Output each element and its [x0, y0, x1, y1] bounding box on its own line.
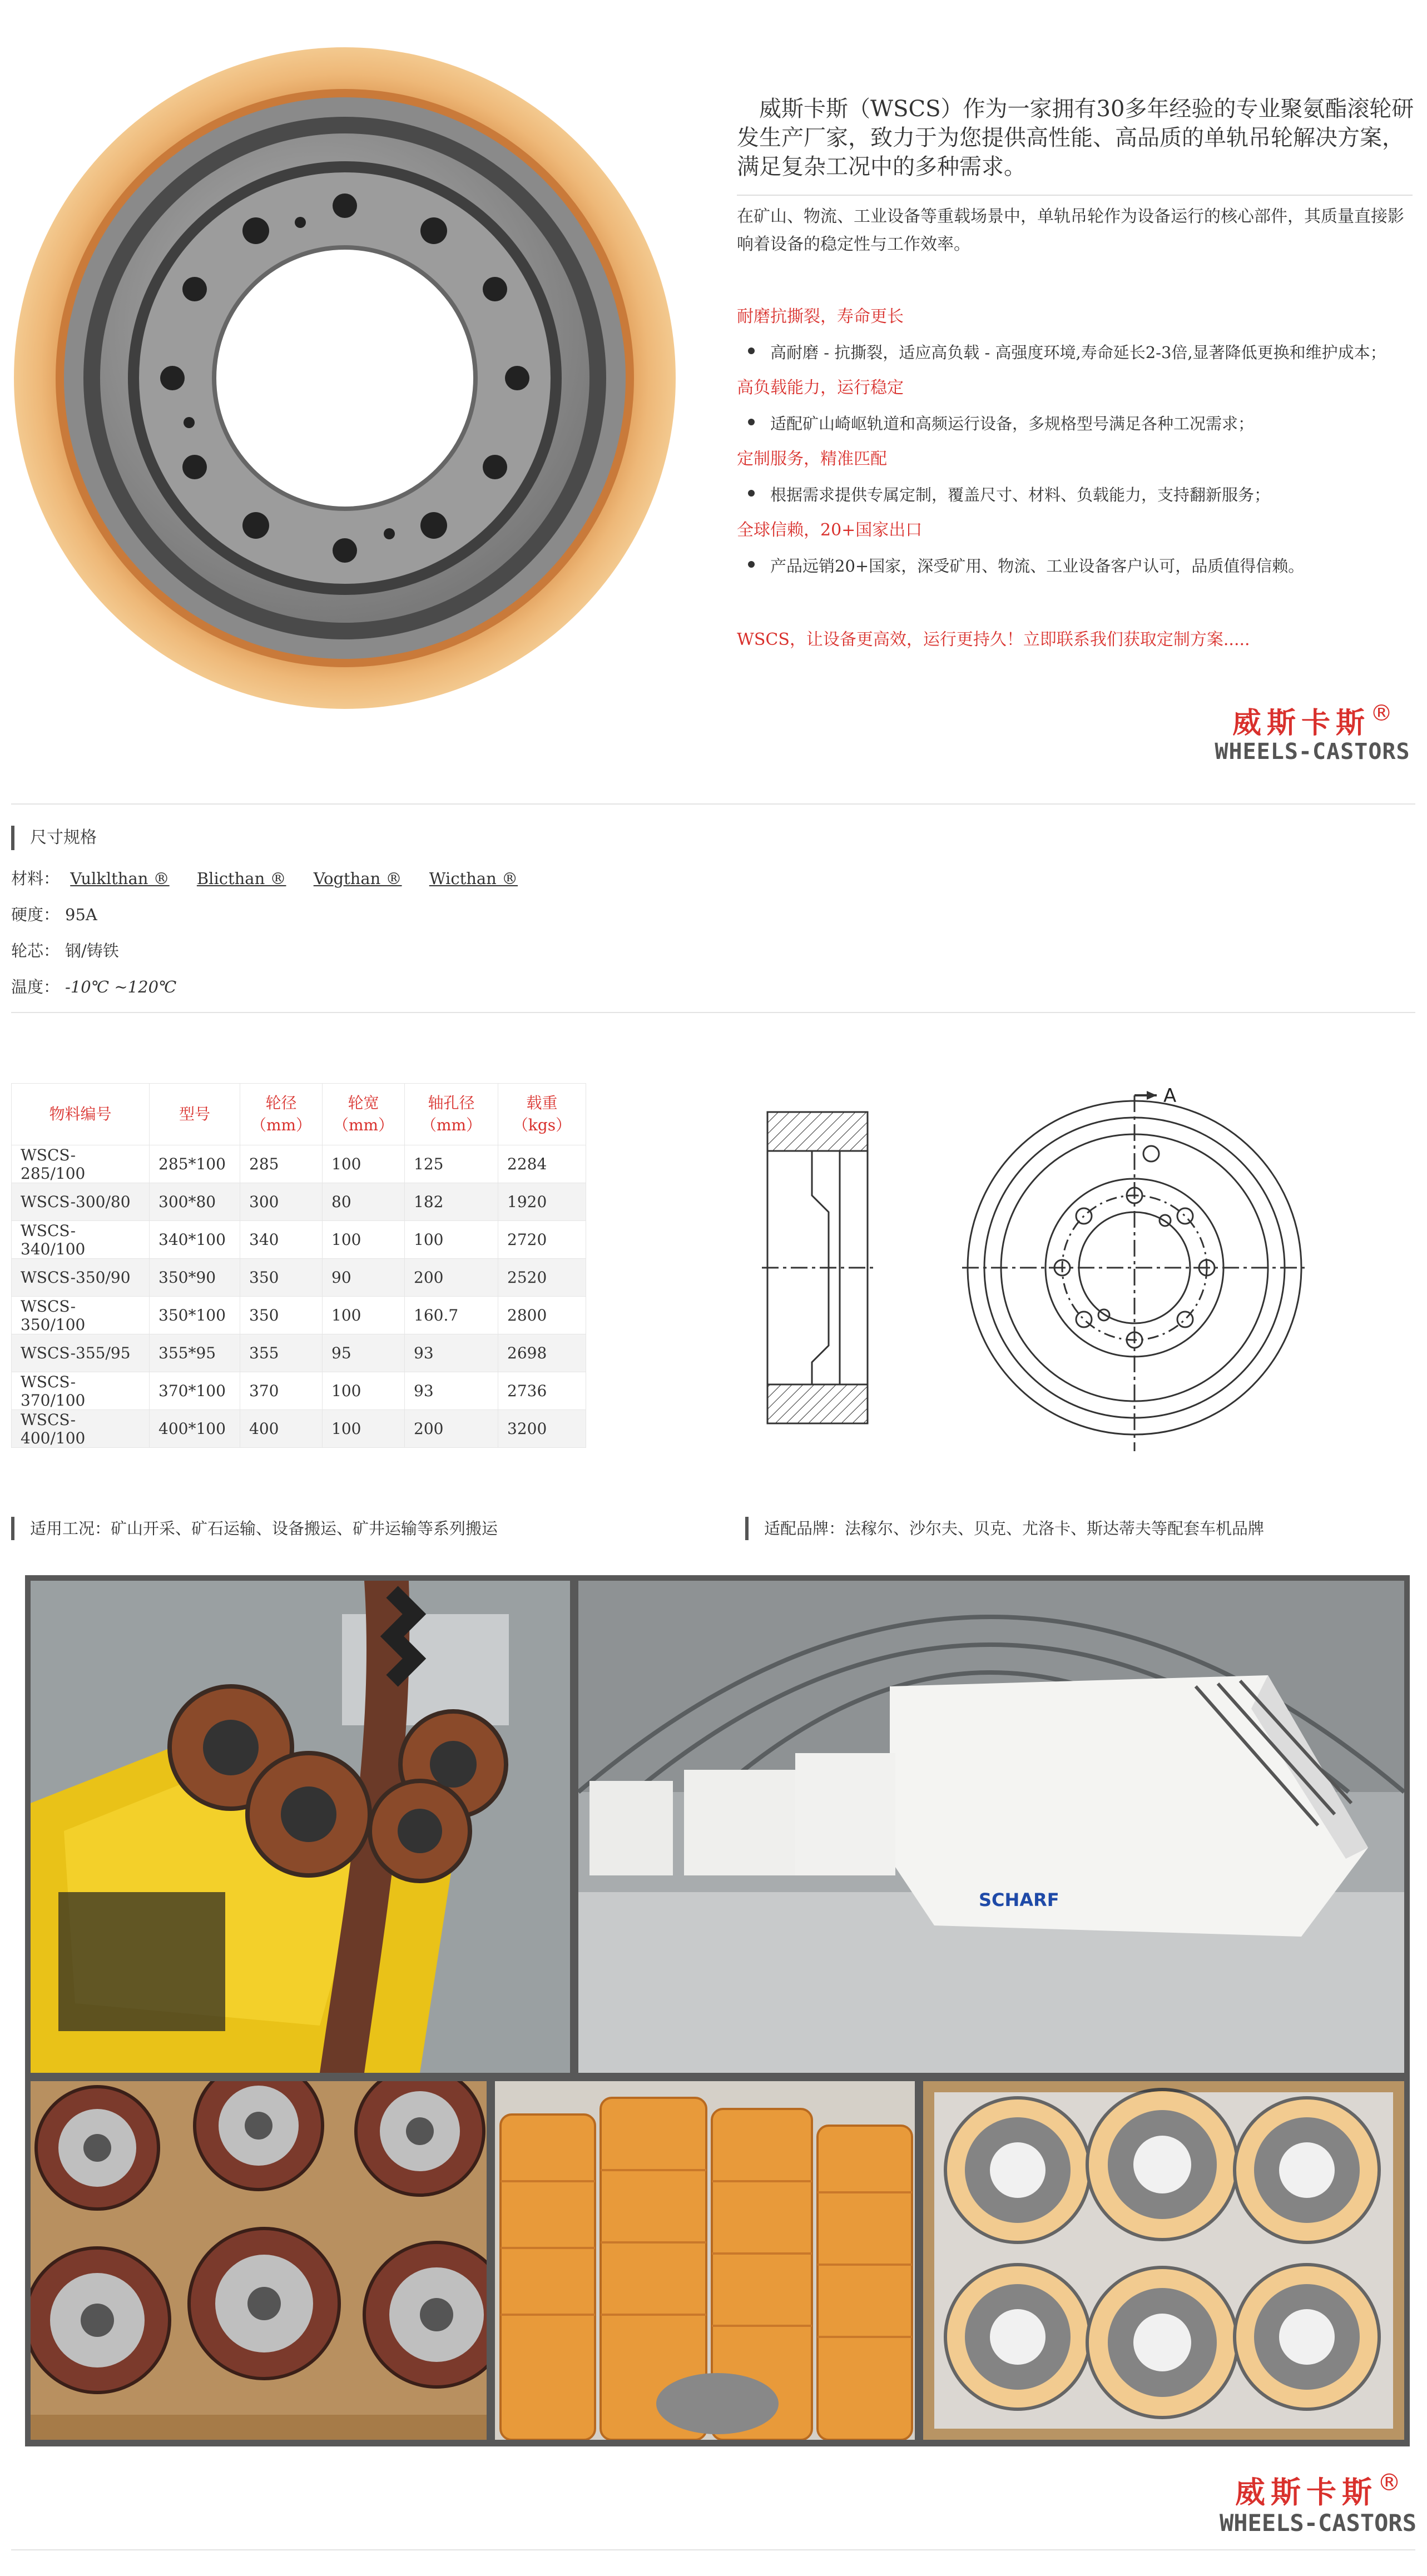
table-cell: 370: [240, 1372, 323, 1410]
feature-text: 根据需求提供专属定制，覆盖尺寸、材料、负载能力，支持翻新服务；: [737, 481, 1421, 517]
brands-line: 适配品牌：法稼尔、沙尔夫、贝克、尤洛卡、斯达蒂夫等配套车机品牌: [745, 1517, 1264, 1540]
technical-drawing: [751, 1084, 1324, 1457]
table-cell: WSCS-285/100: [12, 1145, 150, 1183]
spec-core: [11, 937, 119, 965]
call-to-action: WSCS，让设备更高效，运行更持久！立即联系我们获取定制方案.....: [737, 630, 1250, 649]
table-cell: 300: [240, 1183, 323, 1221]
table-row: [12, 1221, 586, 1259]
intro-detail: 在矿山、物流、工业设备等重载场景中，单轨吊轮作为设备运行的核心部件，其质量直接影响着设备的稳定性与工作效率。: [737, 207, 1404, 254]
feature-list: [737, 303, 1421, 588]
photo-monorail-tunnel: [578, 1581, 1404, 2073]
table-header: 物料编号: [12, 1084, 150, 1145]
table-cell: 100: [323, 1145, 405, 1183]
feature-text: 高耐磨 - 抗撕裂，适应高负载 - 高强度环境,寿命延长2-3倍,显著降低更换和维护成本；: [737, 339, 1421, 374]
spec-materials: [11, 865, 518, 892]
table-cell: WSCS-350/90: [12, 1259, 150, 1297]
logo-reg: ®: [1378, 2469, 1401, 2496]
table-cell: 100: [323, 1410, 405, 1448]
material-link[interactable]: Vogthan ®: [313, 869, 402, 888]
table-cell: 285*100: [150, 1145, 240, 1183]
temp-label: 温度：: [11, 977, 60, 996]
table-cell: 2284: [498, 1145, 586, 1183]
table-cell: 100: [405, 1221, 498, 1259]
table-cell: 93: [405, 1334, 498, 1372]
table-cell: WSCS-340/100: [12, 1221, 150, 1259]
table-cell: 90: [323, 1259, 405, 1297]
table-cell: 125: [405, 1145, 498, 1183]
table-row: [12, 1145, 586, 1183]
intro-divider: [737, 195, 1413, 196]
photo-collage: [25, 1575, 1410, 2446]
photo-packed-wheels: [923, 2081, 1404, 2440]
table-header: 型号: [150, 1084, 240, 1145]
table-row: [12, 1259, 586, 1297]
spec-temperature: [11, 973, 176, 1001]
table-cell: 80: [323, 1183, 405, 1221]
table-cell: 3200: [498, 1410, 586, 1448]
feature-text: 适配矿山崎岖轨道和高频运行设备，多规格型号满足各种工况需求；: [737, 410, 1421, 445]
table-cell: 355*95: [150, 1334, 240, 1372]
hardness-value: 95A: [65, 905, 97, 924]
material-link[interactable]: Vulklthan ®: [70, 869, 170, 888]
table-cell: 355: [240, 1334, 323, 1372]
core-label: 轮芯：: [11, 941, 60, 960]
spec-hardness: [11, 901, 97, 929]
photo-red-wheels: [31, 2081, 487, 2440]
logo-en: WHEELS-CASTORS: [1215, 739, 1410, 765]
divider: [11, 2549, 1415, 2550]
divider: [11, 803, 1415, 805]
table-cell: 340: [240, 1221, 323, 1259]
scharf-label: SCHARF: [979, 1889, 1059, 1910]
photo-yellow-wheel-stacks: [495, 2081, 915, 2440]
table-cell: 350: [240, 1259, 323, 1297]
table-cell: 340*100: [150, 1221, 240, 1259]
feature-text: 产品远销20+国家，深受矿用、物流、工业设备客户认可，品质值得信赖。: [737, 552, 1421, 588]
table-cell: 160.7: [405, 1297, 498, 1334]
table-cell: WSCS-355/95: [12, 1334, 150, 1372]
hero-wheel-image: [11, 39, 684, 712]
table-cell: 182: [405, 1183, 498, 1221]
spec-section-title: 尺寸规格: [11, 826, 97, 850]
table-row: [12, 1297, 586, 1334]
table-cell: 2698: [498, 1334, 586, 1372]
table-cell: WSCS-350/100: [12, 1297, 150, 1334]
table-cell: WSCS-400/100: [12, 1410, 150, 1448]
brand-logo-footer: [1212, 2469, 1424, 2537]
feature-title: 全球信赖，20+国家出口: [737, 520, 923, 540]
table-cell: 2736: [498, 1372, 586, 1410]
table-cell: 350*90: [150, 1259, 240, 1297]
table-header-row: [12, 1084, 586, 1145]
table-cell: 200: [405, 1410, 498, 1448]
table-cell: 370*100: [150, 1372, 240, 1410]
logo-reg: ®: [1370, 701, 1393, 726]
core-value: 钢/铸铁: [65, 941, 119, 960]
section-mark-label: A: [1163, 1085, 1177, 1107]
side-section-view: [762, 1112, 873, 1423]
table-cell: 350: [240, 1297, 323, 1334]
table-row: [12, 1183, 586, 1221]
table-header: 载重 （kgs）: [498, 1084, 586, 1145]
feature-title: 高负载能力，运行稳定: [737, 378, 904, 398]
table-cell: 2520: [498, 1259, 586, 1297]
table-header: 轮宽 （mm）: [323, 1084, 405, 1145]
table-header: 轴孔径 （mm）: [405, 1084, 498, 1145]
table-cell: 400: [240, 1410, 323, 1448]
spec-table: [11, 1083, 586, 1448]
photo-drive-unit: [31, 1581, 570, 2073]
table-cell: 2800: [498, 1297, 586, 1334]
logo-cn: 威斯卡斯: [1235, 2475, 1378, 2510]
table-header: 轮径 （mm）: [240, 1084, 323, 1145]
hardness-label: 硬度：: [11, 905, 60, 924]
table-cell: 300*80: [150, 1183, 240, 1221]
brand-logo: [1207, 699, 1418, 765]
material-link[interactable]: Wicthan ®: [429, 869, 518, 888]
temp-value: -10℃ ~120℃: [65, 977, 177, 996]
table-cell: 2720: [498, 1221, 586, 1259]
table-cell: WSCS-370/100: [12, 1372, 150, 1410]
table-cell: 93: [405, 1372, 498, 1410]
table-cell: 95: [323, 1334, 405, 1372]
table-row: [12, 1334, 586, 1372]
feature-title: 定制服务，精准匹配: [737, 449, 887, 469]
feature-title: 耐磨抗撕裂，寿命更长: [737, 307, 904, 326]
logo-en: WHEELS-CASTORS: [1219, 2509, 1416, 2537]
table-cell: 350*100: [150, 1297, 240, 1334]
material-link[interactable]: Blicthan ®: [196, 869, 286, 888]
divider: [11, 1012, 1415, 1013]
table-cell: 200: [405, 1259, 498, 1297]
table-cell: WSCS-300/80: [12, 1183, 150, 1221]
table-cell: 1920: [498, 1183, 586, 1221]
table-cell: 100: [323, 1221, 405, 1259]
table-cell: 285: [240, 1145, 323, 1183]
usage-line: 适用工况：矿山开采、矿石运输、设备搬运、矿井运输等系列搬运: [11, 1517, 498, 1540]
front-view: [962, 1095, 1307, 1451]
table-cell: 400*100: [150, 1410, 240, 1448]
logo-cn: 威斯卡斯: [1232, 707, 1370, 740]
table-row: [12, 1410, 586, 1448]
table-cell: 100: [323, 1297, 405, 1334]
table-cell: 100: [323, 1372, 405, 1410]
material-label: 材料：: [11, 869, 60, 888]
intro-paragraph: 威斯卡斯（WSCS）作为一家拥有30多年经验的专业聚氨酯滚轮研发生产厂家，致力于为您提供高性能、高品质的单轨吊轮解决方案，满足复杂工况中的多种需求。: [737, 96, 1414, 180]
table-row: [12, 1372, 586, 1410]
